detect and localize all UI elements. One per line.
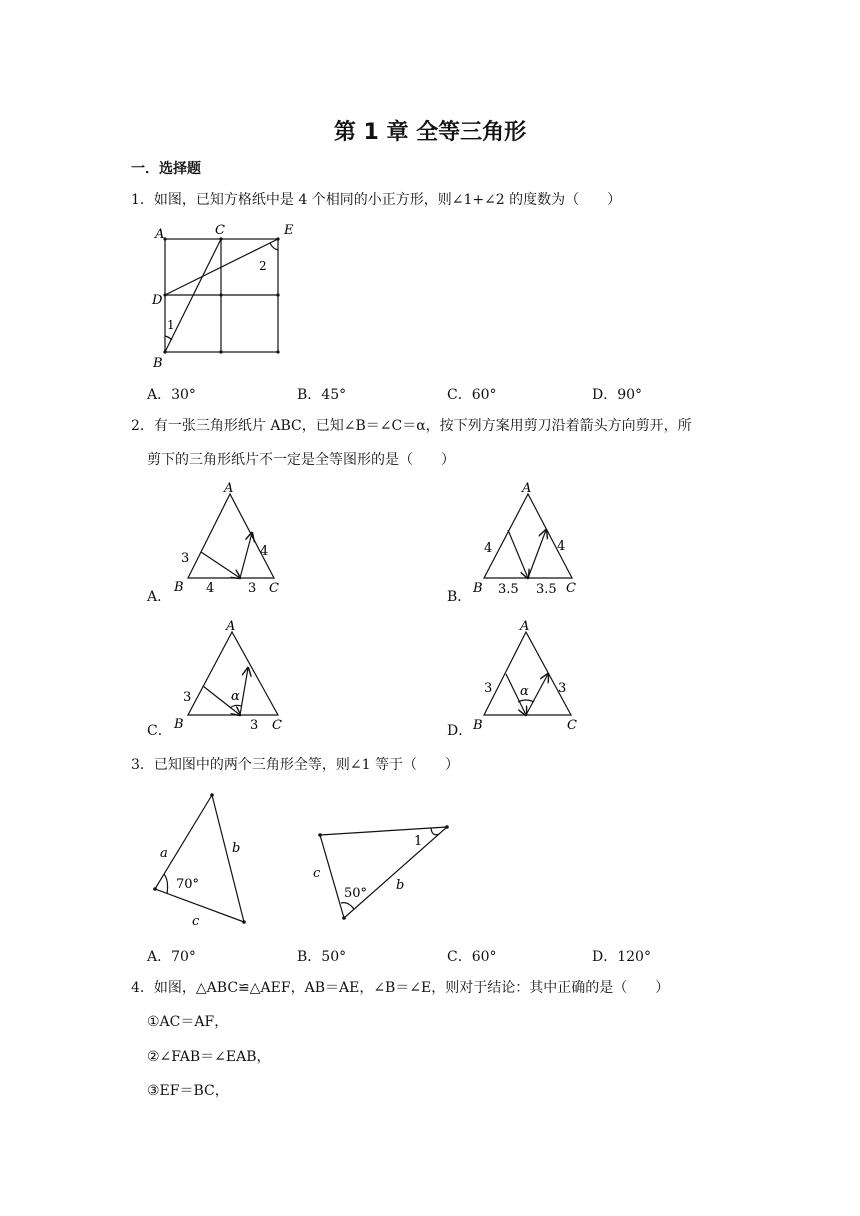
fig-d-label-c: C (567, 718, 577, 733)
fig-c-num-2: 3 (250, 718, 259, 733)
tri1-angle-label: 70° (176, 877, 200, 892)
fig-a-num-4: 3 (248, 581, 257, 596)
angle-2-label: 2 (259, 259, 267, 273)
section-heading: 一．选择题 (131, 161, 201, 177)
fig-c-label-b: B (174, 717, 184, 732)
q2-figure-c (168, 614, 298, 739)
fig-b-num-1: 4 (484, 541, 493, 556)
q3-option-c[interactable]: C．60° (447, 949, 497, 965)
fig-d-num-2: 3 (558, 681, 567, 696)
fig-b-label-c: C (566, 581, 576, 596)
q1-option-c[interactable]: C．60° (447, 387, 497, 403)
fig-b-num-4: 3.5 (536, 582, 557, 597)
q2-option-b[interactable]: B． (447, 589, 472, 605)
tri1-side-b: b (232, 841, 241, 856)
tri2-angle-1-label: 1 (414, 834, 423, 849)
q4-item-1: ①AC＝AF， (147, 1014, 229, 1030)
q2-figure-a (168, 478, 298, 603)
fig-b-label-b: B (473, 581, 483, 596)
label-e: E (284, 223, 294, 238)
question-2-stem-line-2: 剪下的三角形纸片不一定是全等图形的是（ ） (147, 452, 455, 468)
fig-d-label-a: A (520, 619, 530, 634)
q3-option-b[interactable]: B．50° (297, 949, 347, 965)
q3-option-a[interactable]: A．70° (147, 949, 196, 965)
q1-option-b[interactable]: B．45° (297, 387, 347, 403)
fig-c-label-a: A (226, 619, 236, 634)
q1-option-d[interactable]: D．90° (592, 387, 643, 403)
tri2-angle-label: 50° (344, 886, 368, 901)
fig-c-num-1: 3 (183, 690, 192, 705)
label-b: B (153, 356, 163, 371)
q2-option-d[interactable]: D． (447, 723, 473, 739)
fig-c-label-c: C (272, 718, 282, 733)
question-3-figure (140, 785, 470, 930)
question-3-stem: 3．已知图中的两个三角形全等，则∠1 等于（ ） (131, 757, 459, 773)
q2-figure-b (468, 478, 598, 603)
page-title: 第 1 章 全等三角形 (333, 120, 527, 145)
fig-a-num-1: 3 (181, 551, 190, 566)
label-c: C (215, 223, 225, 238)
fig-d-alpha: α (520, 684, 529, 699)
fig-b-num-3: 3.5 (498, 582, 519, 597)
question-1-stem: 1．如图，已知方格纸中是 4 个相同的小正方形，则∠1+∠2 的度数为（ ） (131, 192, 622, 208)
fig-d-num-1: 3 (484, 681, 493, 696)
question-4-stem: 4．如图，△ABC≌△AEF，AB＝AE，∠B＝∠E，则对于结论：其中正确的是（ ） (131, 980, 670, 996)
fig-a-num-2: 4 (206, 581, 215, 596)
q4-item-3: ③EF＝BC， (147, 1083, 229, 1099)
q1-option-a[interactable]: A．30° (147, 387, 196, 403)
label-d: D (152, 293, 163, 308)
fig-b-num-2: 4 (557, 539, 566, 554)
tri2-side-c: c (313, 866, 321, 881)
q2-option-c[interactable]: C． (147, 723, 172, 739)
tri1-side-a: a (160, 846, 168, 861)
question-2-stem-line-1: 2．有一张三角形纸片 ABC，已知∠B＝∠C＝α，按下列方案用剪刀沿着箭头方向剪开，所 (131, 418, 692, 434)
fig-a-label-c: C (269, 581, 279, 596)
tri1-side-c: c (192, 914, 200, 929)
angle-1-label: 1 (167, 318, 175, 332)
fig-b-label-a: A (522, 481, 532, 496)
q3-option-d[interactable]: D．120° (592, 949, 651, 965)
tri2-side-b: b (396, 878, 405, 893)
q4-item-2: ②∠FAB＝∠EAB， (147, 1049, 271, 1065)
label-a: A (155, 227, 165, 242)
fig-d-label-b: B (473, 718, 483, 733)
fig-c-alpha: α (231, 689, 240, 704)
q2-figure-d (468, 614, 598, 739)
question-1-grid-figure (145, 218, 295, 373)
fig-a-label-b: B (174, 580, 184, 595)
fig-a-num-3: 4 (260, 544, 269, 559)
q2-option-a[interactable]: A． (147, 589, 172, 605)
fig-a-label-a: A (224, 481, 234, 496)
